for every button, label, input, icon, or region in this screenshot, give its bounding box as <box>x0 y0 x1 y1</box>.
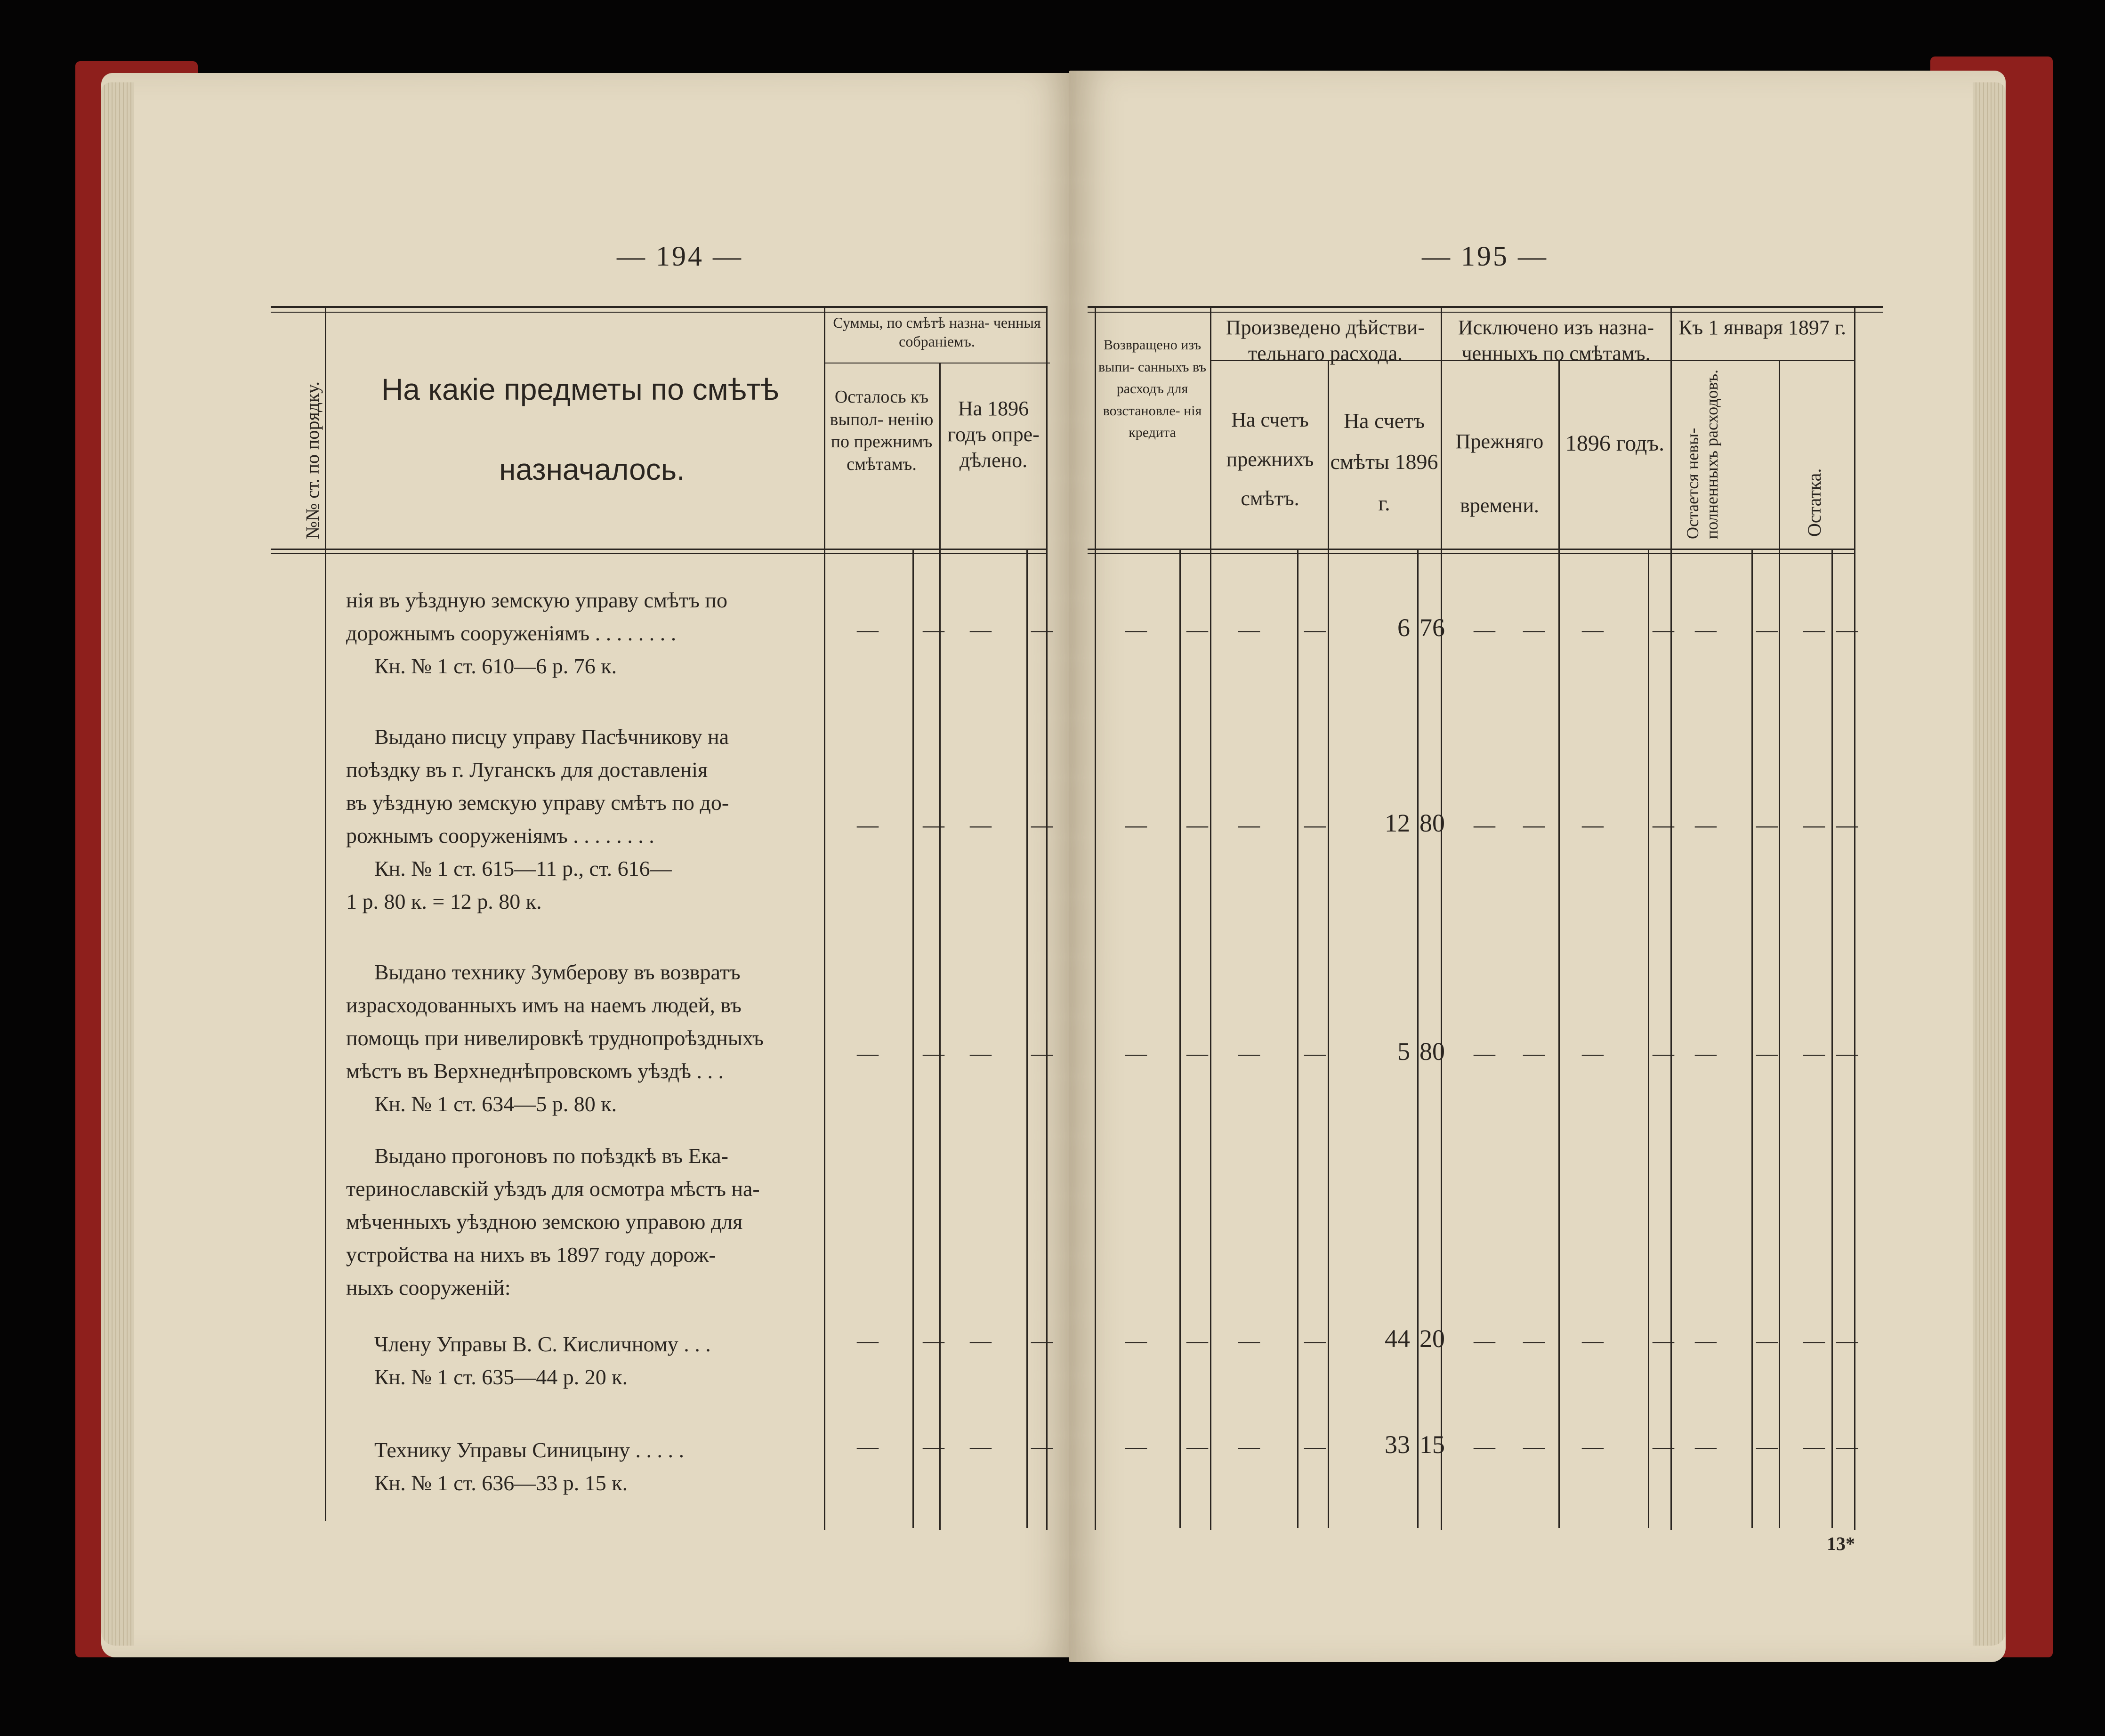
empty-cell-dash: — <box>1836 1328 1858 1352</box>
empty-cell-dash: — <box>1653 813 1674 837</box>
empty-cell-dash: — <box>1238 813 1260 837</box>
right-header-bottom-rule <box>1088 549 1855 550</box>
entry-4 <box>346 1139 812 1304</box>
empty-cell-dash: — <box>1756 1328 1778 1352</box>
entry-6-line-1: Технику Управы Синицыну . . . . . <box>374 1438 684 1462</box>
empty-cell-dash: — <box>1186 1041 1208 1065</box>
prev-time-column-header: Прежняго времени. <box>1455 430 1544 517</box>
empty-cell-dash: — <box>1695 813 1717 837</box>
right-year-kop-divider <box>1648 549 1649 1528</box>
empty-cell-dash: — <box>923 1328 944 1352</box>
entry-2-ref: Кн. № 1 ст. 615—11 р., ст. 616— <box>374 856 672 880</box>
empty-cell-dash: — <box>1125 1434 1147 1458</box>
empty-cell-dash: — <box>1523 1434 1545 1458</box>
empty-cell-dash: — <box>970 1041 992 1065</box>
entry-1-line-2: дорожнымъ сооруженіямъ . . . . . . . . <box>346 621 677 645</box>
empty-cell-dash: — <box>1304 813 1326 837</box>
entry-2-line-3: въ уѣздную земскую управу смѣтъ по до- <box>346 791 729 815</box>
empty-cell-dash: — <box>1803 617 1825 641</box>
empty-cell-dash: — <box>1125 813 1147 837</box>
entry-3-line-2: израсходованныхъ имъ на наемъ людей, въ <box>346 993 742 1017</box>
left-year-kop-divider <box>1026 549 1028 1528</box>
empty-cell-dash: — <box>1474 1434 1495 1458</box>
empty-cell-dash: — <box>1238 1434 1260 1458</box>
page-number-right: — 195 — <box>1422 241 1548 272</box>
empty-cell-dash: — <box>1653 1041 1674 1065</box>
empty-cell-dash: — <box>1695 1434 1717 1458</box>
entry-2-ref-2: 1 р. 80 к. = 12 р. 80 к. <box>346 889 542 913</box>
amount-kopecks: 80 <box>1419 809 1445 837</box>
entry-6-ref: Кн. № 1 ст. 636—33 р. 15 к. <box>374 1471 628 1495</box>
entry-2-line-4: рожнымъ сооруженіямъ . . . . . . . . <box>346 824 654 848</box>
empty-cell-dash: — <box>1756 617 1778 641</box>
empty-cell-dash: — <box>857 813 879 837</box>
empty-cell-dash: — <box>1836 1041 1858 1065</box>
order-column-header: №№ ст. по порядку. <box>302 381 323 539</box>
entry-4-line-4: устройства на нихъ въ 1897 году дорож- <box>346 1243 716 1267</box>
entry-1 <box>346 584 812 683</box>
empty-cell-dash: — <box>1031 617 1053 641</box>
page-edges-right <box>1973 82 2006 1646</box>
page-number-left: — 194 — <box>617 241 743 272</box>
left-order-col-divider <box>325 306 326 1521</box>
amount-rubles: 44 <box>1385 1324 1410 1353</box>
empty-cell-dash: — <box>1474 1328 1495 1352</box>
year-column-header: 1896 годъ. <box>1565 431 1665 456</box>
amount-rubles: 12 <box>1385 809 1410 837</box>
empty-cell-dash: — <box>970 1328 992 1352</box>
empty-cell-dash: — <box>1803 813 1825 837</box>
empty-cell-dash: — <box>1695 1328 1717 1352</box>
empty-cell-dash: — <box>1474 617 1495 641</box>
entry-5-line-1: Члену Управы В. С. Кисличному . . . <box>374 1332 711 1356</box>
empty-cell-dash: — <box>1474 1041 1495 1065</box>
entry-4-line-3: мѣченныхъ уѣздною земскою управою для <box>346 1210 743 1234</box>
empty-cell-dash: — <box>970 1434 992 1458</box>
right-returned-col-divider <box>1210 306 1211 1530</box>
empty-cell-dash: — <box>1186 813 1208 837</box>
left-header-bottom-rule <box>271 549 1048 550</box>
empty-cell-dash: — <box>1031 1041 1053 1065</box>
empty-cell-dash: — <box>1523 1041 1545 1065</box>
empty-cell-dash: — <box>970 813 992 837</box>
empty-cell-dash: — <box>1238 1041 1260 1065</box>
amount-kopecks: 15 <box>1419 1430 1445 1459</box>
empty-cell-dash: — <box>1582 1328 1604 1352</box>
empty-cell-dash: — <box>1582 1434 1604 1458</box>
empty-cell-dash: — <box>1031 1328 1053 1352</box>
empty-cell-dash: — <box>1582 813 1604 837</box>
entry-1-ref: Кн. № 1 ст. 610—6 р. 76 к. <box>374 654 617 678</box>
entry-3-line-3: помощь при нивелировкѣ труднопроѣздныхъ <box>346 1026 764 1050</box>
empty-cell-dash: — <box>1304 1328 1326 1352</box>
page-signature: 13* <box>1827 1533 1855 1554</box>
amount-kopecks: 20 <box>1419 1324 1445 1353</box>
entry-5-ref: Кн. № 1 ст. 635—44 р. 20 к. <box>374 1365 628 1389</box>
entry-4-line-5: ныхъ сооруженій: <box>346 1276 511 1300</box>
empty-cell-dash: — <box>1836 617 1858 641</box>
empty-cell-dash: — <box>1238 617 1260 641</box>
entry-5 <box>346 1328 812 1394</box>
right-page <box>1069 71 2006 1662</box>
empty-cell-dash: — <box>1836 813 1858 837</box>
amount-kopecks: 76 <box>1419 614 1445 642</box>
prev-account-column-header: На счетъ прежнихъ смѣтъ. <box>1226 408 1314 510</box>
amount-rubles: 6 <box>1397 614 1410 642</box>
amount-kopecks: 80 <box>1419 1037 1445 1066</box>
right-header-bottom-rule-thin <box>1088 553 1855 554</box>
entry-3-ref: Кн. № 1 ст. 634—5 р. 80 к. <box>374 1092 617 1116</box>
right-balance-kop-divider <box>1831 549 1833 1528</box>
right-cur-kop-divider <box>1417 549 1419 1528</box>
empty-cell-dash: — <box>1653 617 1674 641</box>
empty-cell-dash: — <box>1186 1328 1208 1352</box>
empty-cell-dash: — <box>1582 1041 1604 1065</box>
empty-cell-dash: — <box>1582 617 1604 641</box>
right-prevtime-col-divider <box>1558 360 1560 1528</box>
empty-cell-dash: — <box>1474 813 1495 837</box>
empty-cell-dash: — <box>857 1041 879 1065</box>
empty-cell-dash: — <box>1695 617 1717 641</box>
empty-cell-dash: — <box>1031 813 1053 837</box>
subject-header-line1: На какіе предметы по смѣтѣ <box>381 372 779 406</box>
empty-cell-dash: — <box>1803 1041 1825 1065</box>
empty-cell-dash: — <box>923 1041 944 1065</box>
entry-2 <box>346 720 812 918</box>
right-prev-col-divider <box>1328 360 1329 1528</box>
empty-cell-dash: — <box>970 617 992 641</box>
right-returned-kop-divider <box>1179 549 1181 1528</box>
empty-cell-dash: — <box>1523 1328 1545 1352</box>
entry-4-line-1: Выдано прогоновъ по поѣздкѣ въ Ека- <box>374 1144 728 1168</box>
empty-cell-dash: — <box>1653 1434 1674 1458</box>
empty-cell-dash: — <box>1523 813 1545 837</box>
unfulfilled-column-header: Остается невы- полненныхъ расходовъ. <box>1683 369 1722 539</box>
empty-cell-dash: — <box>857 617 879 641</box>
left-remaining-col-divider <box>939 363 941 1530</box>
entry-4-line-2: теринославскій уѣздъ для осмотра мѣстъ на- <box>346 1177 760 1201</box>
excluded-group-header: Исключено изъ назна- ченныхъ по смѣтамъ. <box>1458 316 1654 365</box>
subject-header-line2: назначалось. <box>499 452 685 486</box>
empty-cell-dash: — <box>1031 1434 1053 1458</box>
empty-cell-dash: — <box>1756 1434 1778 1458</box>
empty-cell-dash: — <box>1756 813 1778 837</box>
empty-cell-dash: — <box>857 1434 879 1458</box>
entry-3 <box>346 956 812 1121</box>
page-edges-left <box>101 82 134 1646</box>
empty-cell-dash: — <box>1125 1328 1147 1352</box>
right-table-top-rule-thin <box>1088 312 1883 313</box>
left-table-top-rule <box>271 306 1048 308</box>
empty-cell-dash: — <box>923 1434 944 1458</box>
returned-column-header: Возвращено изъ выпи- санныхъ въ расходъ для возстановле- нія кредита <box>1098 337 1206 440</box>
right-table-left-edge <box>1095 306 1096 1530</box>
cur-account-column-header: На счетъ смѣты 1896 г. <box>1330 409 1438 515</box>
jan-1897-group-header: Къ 1 января 1897 г. <box>1678 316 1846 339</box>
empty-cell-dash: — <box>1186 617 1208 641</box>
amount-rubles: 33 <box>1385 1430 1410 1459</box>
entry-6 <box>346 1434 812 1500</box>
entry-3-line-1: Выдано технику Зумберову въ возвратъ <box>374 960 741 984</box>
empty-cell-dash: — <box>923 617 944 641</box>
year-1896-column-header: На 1896 годъ опре- дѣлено. <box>947 397 1040 472</box>
empty-cell-dash: — <box>1695 1041 1717 1065</box>
empty-cell-dash: — <box>1756 1041 1778 1065</box>
entry-2-line-1: Выдано писцу управу Пасѣчникову на <box>374 725 729 749</box>
entry-3-line-4: мѣстъ въ Верхнеднѣпровскомъ уѣздѣ . . . <box>346 1059 724 1083</box>
right-prev-kop-divider <box>1297 549 1298 1528</box>
empty-cell-dash: — <box>1653 1328 1674 1352</box>
right-unfulfilled-col-divider <box>1779 360 1780 1528</box>
right-unfulfilled-kop-divider <box>1751 549 1753 1528</box>
empty-cell-dash: — <box>1186 1434 1208 1458</box>
empty-cell-dash: — <box>1523 617 1545 641</box>
empty-cell-dash: — <box>1836 1434 1858 1458</box>
left-table-top-rule-thin <box>271 312 1048 313</box>
empty-cell-dash: — <box>1238 1328 1260 1352</box>
empty-cell-dash: — <box>923 813 944 837</box>
left-remaining-kop-divider <box>912 549 914 1528</box>
left-header-bottom-rule-thin <box>271 553 1048 554</box>
empty-cell-dash: — <box>1304 1434 1326 1458</box>
balance-column-header: Остатка. <box>1804 468 1825 537</box>
empty-cell-dash: — <box>1803 1328 1825 1352</box>
left-subject-col-divider <box>824 306 825 1530</box>
empty-cell-dash: — <box>1803 1434 1825 1458</box>
remaining-column-header: Осталось къ выпол- ненію по прежнимъ смѣтамъ. <box>830 387 934 474</box>
empty-cell-dash: — <box>857 1328 879 1352</box>
empty-cell-dash: — <box>1304 1041 1326 1065</box>
actual-expense-group-header: Произведено дѣйстви- тельнаго расхода. <box>1226 316 1425 365</box>
empty-cell-dash: — <box>1125 1041 1147 1065</box>
amount-rubles: 5 <box>1397 1037 1410 1066</box>
empty-cell-dash: — <box>1304 617 1326 641</box>
sums-group-header: Суммы, по смѣтѣ назна- ченныя собраніемъ. <box>833 314 1041 350</box>
right-table-top-rule <box>1088 306 1883 308</box>
entry-2-line-2: поѣздку въ г. Луганскъ для доставленія <box>346 758 708 782</box>
entry-1-line-1: нія въ уѣздную земскую управу смѣтъ по <box>346 588 727 612</box>
empty-cell-dash: — <box>1125 617 1147 641</box>
